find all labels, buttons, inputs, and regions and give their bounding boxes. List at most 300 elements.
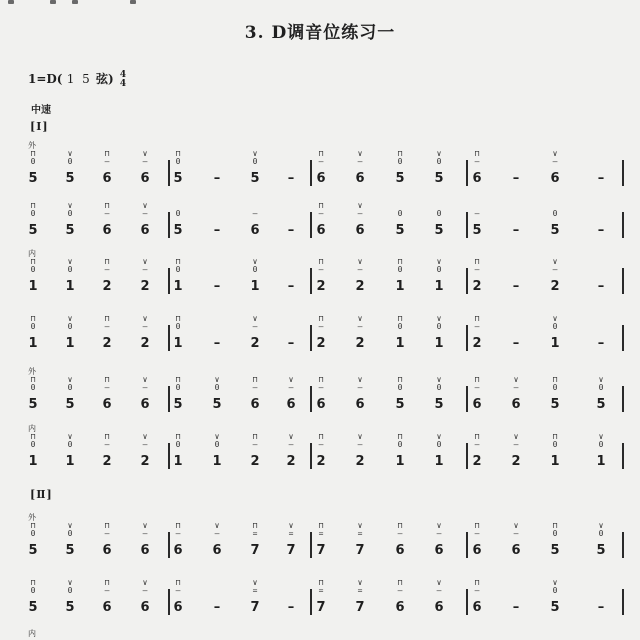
bowing-mark xyxy=(393,315,407,331)
bowing-mark xyxy=(353,315,367,331)
mark-symbol: – xyxy=(142,157,148,166)
note: 5 xyxy=(434,397,444,412)
bowing-mark xyxy=(171,315,185,331)
mark-symbol: ∨ xyxy=(142,521,148,530)
mark-symbol: = xyxy=(318,586,324,595)
mark-symbol: = xyxy=(357,529,363,538)
note: 1 xyxy=(65,336,75,351)
mark-symbol: ⊓ xyxy=(104,257,110,266)
note: 5 xyxy=(472,223,482,238)
mark-symbol: ⊓ xyxy=(175,257,181,266)
mark-symbol: ⊓ xyxy=(175,149,181,158)
bowing-mark xyxy=(248,579,262,595)
note: 2 xyxy=(316,279,326,294)
bowing-mark xyxy=(353,258,367,274)
mark-symbol: ⊓ xyxy=(474,521,480,530)
note: 5 xyxy=(28,171,38,186)
mark-symbol: ∨ xyxy=(436,257,442,266)
mark-symbol: 0 xyxy=(397,209,403,218)
mark-symbol: – xyxy=(142,265,148,274)
mark-symbol: – xyxy=(436,529,442,538)
mark-symbol: ⊓ xyxy=(318,149,324,158)
mark-symbol: ⊓ xyxy=(104,375,110,384)
note: 5 xyxy=(65,600,75,615)
note: 2 xyxy=(472,279,482,294)
mark-symbol: ∨ xyxy=(142,375,148,384)
bowing-mark xyxy=(432,376,446,392)
mark-symbol: ∨ xyxy=(67,314,73,323)
mark-symbol: – xyxy=(318,157,324,166)
barline xyxy=(168,268,170,294)
mark-symbol: 0 xyxy=(436,440,442,449)
mark-symbol: – xyxy=(104,265,110,274)
note: 1 xyxy=(395,454,405,469)
bowing-mark xyxy=(26,579,40,595)
barline xyxy=(168,212,170,238)
bowing-mark xyxy=(470,522,484,538)
mark-symbol: ∨ xyxy=(436,521,442,530)
mark-symbol: 0 xyxy=(30,586,36,595)
bowing-mark xyxy=(470,433,484,449)
bowing-mark xyxy=(138,315,152,331)
note: 6 xyxy=(472,600,482,615)
mark-symbol: – xyxy=(142,529,148,538)
bowing-mark xyxy=(548,376,562,392)
barline xyxy=(168,532,170,558)
mark-symbol: ⊓ xyxy=(252,375,258,384)
barline xyxy=(466,325,468,351)
time-signature xyxy=(120,71,126,89)
mark-symbol: ∨ xyxy=(214,432,220,441)
mark-symbol: 0 xyxy=(67,265,73,274)
note: 2 xyxy=(316,336,326,351)
note: 6 xyxy=(550,171,560,186)
mark-symbol: 0 xyxy=(598,383,604,392)
mark-symbol: 0 xyxy=(252,157,258,166)
barline xyxy=(310,443,312,469)
mark-symbol: ∨ xyxy=(142,578,148,587)
bowing-mark xyxy=(393,150,407,166)
note: 7 xyxy=(286,543,296,558)
mark-symbol: = xyxy=(357,586,363,595)
bowing-mark xyxy=(138,258,152,274)
mark-symbol: ⊓ xyxy=(474,257,480,266)
bowing-mark xyxy=(509,376,523,392)
note: 2 xyxy=(511,454,521,469)
bowing-mark xyxy=(284,433,298,449)
mark-symbol: ⊓ xyxy=(397,257,403,266)
mark-symbol: – xyxy=(474,265,480,274)
bowing-mark xyxy=(314,433,328,449)
note-dash: – xyxy=(287,600,295,615)
bowing-mark xyxy=(248,150,262,166)
mark-symbol: – xyxy=(357,209,363,218)
note: 5 xyxy=(434,223,444,238)
mark-symbol: 0 xyxy=(252,265,258,274)
bowing-mark xyxy=(509,433,523,449)
time-top: 4 xyxy=(119,69,127,80)
mark-symbol: – xyxy=(318,440,324,449)
bowing-mark xyxy=(432,522,446,538)
mark-symbol: ⊓ xyxy=(175,432,181,441)
barline xyxy=(168,589,170,615)
bowing-mark xyxy=(393,522,407,538)
bowing-mark xyxy=(171,579,185,595)
mark-symbol: 0 xyxy=(397,322,403,331)
note: 7 xyxy=(250,543,260,558)
mark-symbol: ∨ xyxy=(252,257,258,266)
mark-symbol: ⊓ xyxy=(104,201,110,210)
note-dash: – xyxy=(597,279,605,294)
bowing-mark xyxy=(138,376,152,392)
note: 2 xyxy=(472,454,482,469)
bowing-mark xyxy=(470,150,484,166)
bowing-mark xyxy=(548,579,562,595)
note: 2 xyxy=(140,336,150,351)
note: 6 xyxy=(173,543,183,558)
note: 6 xyxy=(355,223,365,238)
bowing-mark xyxy=(509,522,523,538)
mark-symbol: ∨ xyxy=(436,375,442,384)
bowing-mark xyxy=(548,202,562,218)
mark-symbol: ∨ xyxy=(142,201,148,210)
mark-symbol: 0 xyxy=(30,322,36,331)
note: 2 xyxy=(140,454,150,469)
mark-symbol: 0 xyxy=(436,322,442,331)
mark-symbol: ∨ xyxy=(288,432,294,441)
barline xyxy=(622,212,624,238)
mark-symbol: ∨ xyxy=(142,257,148,266)
mark-symbol: ⊓ xyxy=(104,432,110,441)
note: 6 xyxy=(140,171,150,186)
mark-symbol: ⊓ xyxy=(397,578,403,587)
bowing-mark xyxy=(63,376,77,392)
note-dash: – xyxy=(597,600,605,615)
bowing-mark xyxy=(63,522,77,538)
mark-symbol: – xyxy=(513,383,519,392)
bowing-mark xyxy=(353,150,367,166)
mark-symbol: ⊓ xyxy=(318,375,324,384)
mark-symbol: – xyxy=(175,529,181,538)
mark-symbol: ⊓ xyxy=(318,201,324,210)
bowing-mark xyxy=(210,376,224,392)
mark-symbol: ∨ xyxy=(288,521,294,530)
note: 6 xyxy=(355,397,365,412)
mark-symbol: – xyxy=(175,586,181,595)
mark-symbol: – xyxy=(252,209,258,218)
bowing-mark xyxy=(548,433,562,449)
note: 6 xyxy=(472,397,482,412)
bowing-mark xyxy=(393,258,407,274)
note: 5 xyxy=(28,543,38,558)
note-dash: – xyxy=(287,279,295,294)
mark-symbol: 0 xyxy=(175,440,181,449)
mark-symbol: ∨ xyxy=(67,578,73,587)
note-dash: – xyxy=(597,336,605,351)
bowing-mark xyxy=(138,150,152,166)
bowing-mark xyxy=(63,315,77,331)
mark-symbol: ∨ xyxy=(67,432,73,441)
barline xyxy=(168,386,170,412)
mark-symbol: ⊓ xyxy=(30,257,36,266)
mark-symbol: – xyxy=(513,529,519,538)
bowing-mark xyxy=(432,579,446,595)
note: 2 xyxy=(102,454,112,469)
bowing-mark xyxy=(248,376,262,392)
bowing-mark xyxy=(100,579,114,595)
position-label: 外 xyxy=(28,367,36,376)
mark-symbol: 0 xyxy=(552,586,558,595)
mark-symbol: ∨ xyxy=(142,432,148,441)
note: 5 xyxy=(65,171,75,186)
mark-symbol: – xyxy=(214,529,220,538)
mark-symbol: ⊓ xyxy=(474,149,480,158)
mark-symbol: 0 xyxy=(67,586,73,595)
bowing-mark xyxy=(63,579,77,595)
mark-symbol: ⊓ xyxy=(397,375,403,384)
note: 1 xyxy=(65,279,75,294)
bowing-mark xyxy=(432,433,446,449)
key-signature xyxy=(28,70,126,89)
position-label: 外 xyxy=(28,141,36,150)
mark-symbol: 0 xyxy=(175,157,181,166)
mark-symbol: ∨ xyxy=(357,314,363,323)
bowing-mark xyxy=(594,376,608,392)
mark-symbol: ⊓ xyxy=(252,432,258,441)
note: 2 xyxy=(102,279,112,294)
mark-symbol: ∨ xyxy=(552,578,558,587)
mark-symbol: 0 xyxy=(175,265,181,274)
mark-symbol: ∨ xyxy=(67,149,73,158)
note: 6 xyxy=(102,600,112,615)
bowing-mark xyxy=(100,433,114,449)
mark-symbol: ⊓ xyxy=(175,314,181,323)
note: 2 xyxy=(355,279,365,294)
mark-symbol: – xyxy=(104,529,110,538)
note: 7 xyxy=(250,600,260,615)
note: 1 xyxy=(250,279,260,294)
bowing-mark xyxy=(470,258,484,274)
note: 6 xyxy=(511,543,521,558)
bowing-mark xyxy=(432,150,446,166)
mark-symbol: – xyxy=(357,440,363,449)
note: 2 xyxy=(250,336,260,351)
bowing-mark xyxy=(100,376,114,392)
mark-symbol: 0 xyxy=(436,265,442,274)
bowing-mark xyxy=(548,522,562,538)
mark-symbol: – xyxy=(104,209,110,218)
note: 6 xyxy=(140,223,150,238)
mark-symbol: – xyxy=(474,440,480,449)
bowing-mark xyxy=(353,376,367,392)
note: 5 xyxy=(65,223,75,238)
mark-symbol: – xyxy=(142,586,148,595)
bowing-mark xyxy=(314,315,328,331)
bowing-mark xyxy=(314,522,328,538)
note: 1 xyxy=(434,279,444,294)
bowing-mark xyxy=(314,258,328,274)
barline xyxy=(466,160,468,186)
mark-symbol: = xyxy=(252,529,258,538)
note: 6 xyxy=(355,171,365,186)
mark-symbol: – xyxy=(552,265,558,274)
mark-symbol: ⊓ xyxy=(552,521,558,530)
note: 6 xyxy=(395,543,405,558)
note: 5 xyxy=(550,397,560,412)
key-prefix: 1=D( xyxy=(28,72,63,86)
mark-symbol: 0 xyxy=(67,322,73,331)
bowing-mark xyxy=(393,433,407,449)
mark-symbol: – xyxy=(474,383,480,392)
note: 5 xyxy=(250,171,260,186)
note: 6 xyxy=(472,543,482,558)
barline xyxy=(622,160,624,186)
bowing-mark xyxy=(248,315,262,331)
barline xyxy=(310,160,312,186)
mark-symbol: – xyxy=(357,322,363,331)
bowing-mark xyxy=(100,202,114,218)
note: 1 xyxy=(395,336,405,351)
note: 6 xyxy=(286,397,296,412)
mark-symbol: – xyxy=(104,322,110,331)
note: 1 xyxy=(212,454,222,469)
bowing-mark xyxy=(248,522,262,538)
bowing-mark xyxy=(393,202,407,218)
barline xyxy=(310,268,312,294)
note: 7 xyxy=(316,600,326,615)
note: 1 xyxy=(173,279,183,294)
mark-symbol: ⊓ xyxy=(175,521,181,530)
note: 5 xyxy=(550,600,560,615)
note: 6 xyxy=(102,543,112,558)
note: 2 xyxy=(140,279,150,294)
note: 6 xyxy=(250,223,260,238)
bowing-mark xyxy=(548,315,562,331)
mark-symbol: ⊓ xyxy=(252,521,258,530)
mark-symbol: ∨ xyxy=(436,149,442,158)
mark-symbol: 0 xyxy=(552,383,558,392)
mark-symbol: – xyxy=(252,322,258,331)
note: 6 xyxy=(140,543,150,558)
note: 6 xyxy=(511,397,521,412)
bowing-mark xyxy=(63,150,77,166)
bowing-mark xyxy=(432,315,446,331)
mark-symbol: ⊓ xyxy=(552,375,558,384)
note: 5 xyxy=(173,171,183,186)
bowing-mark xyxy=(171,150,185,166)
mark-symbol: – xyxy=(552,157,558,166)
bowing-mark xyxy=(100,315,114,331)
mark-symbol: 0 xyxy=(214,383,220,392)
mark-symbol: – xyxy=(513,440,519,449)
position-label: 内 xyxy=(28,629,36,638)
mark-symbol: – xyxy=(357,265,363,274)
mark-symbol: ⊓ xyxy=(104,149,110,158)
note: 5 xyxy=(596,543,606,558)
mark-symbol: – xyxy=(104,440,110,449)
bowing-mark xyxy=(138,202,152,218)
note: 1 xyxy=(434,454,444,469)
position-label: 外 xyxy=(28,513,36,522)
note: 1 xyxy=(173,336,183,351)
note: 1 xyxy=(434,336,444,351)
bowing-mark xyxy=(393,579,407,595)
bowing-mark xyxy=(470,376,484,392)
barline xyxy=(466,268,468,294)
mark-symbol: ∨ xyxy=(436,432,442,441)
bowing-mark xyxy=(470,202,484,218)
note: 5 xyxy=(395,223,405,238)
mark-symbol: 0 xyxy=(30,529,36,538)
bowing-mark xyxy=(171,433,185,449)
mark-symbol: ∨ xyxy=(436,578,442,587)
bowing-mark xyxy=(548,258,562,274)
note: 7 xyxy=(355,543,365,558)
mark-symbol: ∨ xyxy=(513,375,519,384)
note: 5 xyxy=(173,223,183,238)
bowing-mark xyxy=(171,258,185,274)
mark-symbol: – xyxy=(104,586,110,595)
bowing-mark xyxy=(138,433,152,449)
barline xyxy=(310,212,312,238)
mark-symbol: ∨ xyxy=(142,314,148,323)
mark-symbol: = xyxy=(288,529,294,538)
mark-symbol: 0 xyxy=(552,322,558,331)
barline xyxy=(310,325,312,351)
mark-symbol: = xyxy=(318,529,324,538)
note-dash: – xyxy=(512,336,520,351)
note-dash: – xyxy=(597,223,605,238)
tempo-marking: 中速 xyxy=(31,105,51,116)
note: 5 xyxy=(65,397,75,412)
note: 7 xyxy=(355,600,365,615)
mark-symbol: ∨ xyxy=(288,375,294,384)
mark-symbol: – xyxy=(474,209,480,218)
bowing-mark xyxy=(26,522,40,538)
mark-symbol: ⊓ xyxy=(104,314,110,323)
mark-symbol: 0 xyxy=(67,383,73,392)
section-marker: [Ⅰ] xyxy=(30,120,49,133)
mark-symbol: ∨ xyxy=(598,375,604,384)
barline xyxy=(168,325,170,351)
barline xyxy=(622,325,624,351)
mark-symbol: – xyxy=(104,383,110,392)
note: 5 xyxy=(173,397,183,412)
mark-symbol: 0 xyxy=(397,440,403,449)
bowing-mark xyxy=(470,315,484,331)
mark-symbol: ⊓ xyxy=(104,578,110,587)
bowing-mark xyxy=(353,579,367,595)
mark-symbol: – xyxy=(357,157,363,166)
cropped-header-fragments xyxy=(0,0,640,10)
barline xyxy=(466,386,468,412)
mark-symbol: 0 xyxy=(67,157,73,166)
key-suffix: 弦) xyxy=(95,72,114,86)
mark-symbol: – xyxy=(436,586,442,595)
note: 6 xyxy=(395,600,405,615)
note: 5 xyxy=(65,543,75,558)
bowing-mark xyxy=(210,522,224,538)
note-dash: – xyxy=(512,600,520,615)
bowing-mark xyxy=(248,258,262,274)
note: 6 xyxy=(140,600,150,615)
bowing-mark xyxy=(353,522,367,538)
mark-symbol: ⊓ xyxy=(175,375,181,384)
note-dash: – xyxy=(213,600,221,615)
note-dash: – xyxy=(287,336,295,351)
mark-symbol: 0 xyxy=(598,529,604,538)
mark-symbol: ∨ xyxy=(252,314,258,323)
